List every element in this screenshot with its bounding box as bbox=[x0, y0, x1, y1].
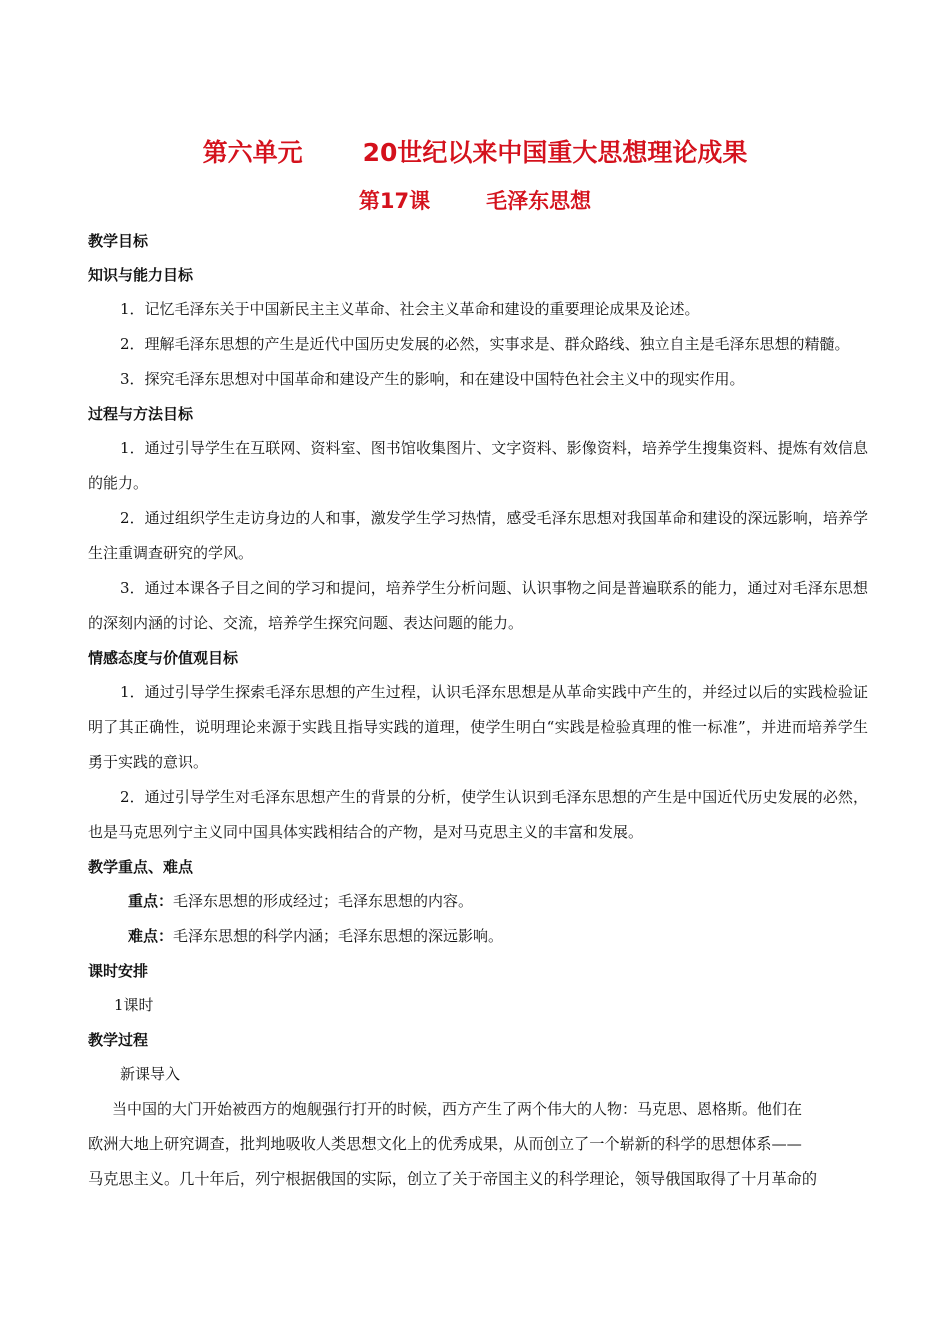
intro-line: 马克思主义。几十年后，列宁根据俄国的实际，创立了关于帝国主义的科学理论，领导俄国取得了十月革命的 bbox=[88, 1170, 817, 1188]
heading-emotion: 情感态度与价值观目标 bbox=[88, 649, 239, 667]
difficult-label: 难点： bbox=[128, 927, 174, 945]
paragraph: 1．通过引导学生在互联网、资料室、图书馆收集图片、文字资料、影像资料，培养学生搜集资料、提炼有效信息的能力。 bbox=[88, 439, 868, 492]
document-body bbox=[88, 224, 868, 1197]
heading-goals: 教学目标 bbox=[88, 232, 149, 250]
intro-label: 新课导入 bbox=[120, 1065, 181, 1083]
paragraph: 2．理解毛泽东思想的产生是近代中国历史发展的必然，实事求是、群众路线、独立自主是毛泽东思想的精髓。 bbox=[120, 335, 850, 353]
lesson-number: 第17课 bbox=[358, 189, 431, 213]
lesson-title bbox=[0, 185, 950, 215]
intro-line: 当中国的大门开始被西方的炮舰强行打开的时候，西方产生了两个伟大的人物：马克思、恩格斯。他们在 bbox=[112, 1100, 803, 1118]
key-text: 毛泽东思想的形成经过；毛泽东思想的内容。 bbox=[173, 892, 474, 910]
unit-number: 第六单元 bbox=[202, 138, 303, 167]
difficult-text: 毛泽东思想的科学内涵；毛泽东思想的深远影响。 bbox=[173, 927, 504, 945]
lesson-name: 毛泽东思想 bbox=[486, 189, 592, 213]
heading-key-points: 教学重点、难点 bbox=[88, 858, 194, 876]
intro-paragraph bbox=[88, 1092, 868, 1197]
intro-line: 欧洲大地上研究调查，批判地吸收人类思想文化上的优秀成果，从而创立了一个崭新的科学的思想体系—— bbox=[88, 1135, 802, 1153]
paragraph: 1．记忆毛泽东关于中国新民主主义革命、社会主义革命和建设的重要理论成果及论述。 bbox=[120, 300, 700, 318]
heading-process: 过程与方法目标 bbox=[88, 405, 194, 423]
paragraph: 3．通过本课各子目之间的学习和提问，培养学生分析问题、认识事物之间是普遍联系的能力，通过对毛泽东思想的深刻内涵的讨论、交流，培养学生探究问题、表达问题的能力。 bbox=[88, 579, 868, 632]
paragraph: 2．通过引导学生对毛泽东思想产生的背景的分析，使学生认识到毛泽东思想的产生是中国近代历史发展的必然，也是马克思列宁主义同中国具体实践相结合的产物，是对马克思主义的丰富和发展。 bbox=[88, 788, 868, 841]
heading-knowledge: 知识与能力目标 bbox=[88, 266, 194, 284]
schedule-text: 1课时 bbox=[114, 996, 154, 1014]
heading-teaching-process: 教学过程 bbox=[88, 1031, 149, 1049]
difficult-point-line bbox=[88, 919, 868, 954]
paragraph: 1．通过引导学生探索毛泽东思想的产生过程，认识毛泽东思想是从革命实践中产生的，并经过以后的实践检验证明了其正确性，说明理论来源于实践且指导实践的道理，使学生明白“实践是检验真理的惟一标准”，并进而培养学生勇于实践的意识。 bbox=[88, 683, 868, 771]
paragraph: 3．探究毛泽东思想对中国革命和建设产生的影响，和在建设中国特色社会主义中的现实作用。 bbox=[120, 370, 745, 388]
key-label: 重点： bbox=[128, 892, 174, 910]
paragraph: 2．通过组织学生走访身边的人和事，激发学生学习热情，感受毛泽东思想对我国革命和建设的深远影响，培养学生注重调查研究的学风。 bbox=[88, 509, 868, 562]
key-point-line bbox=[88, 884, 868, 919]
unit-name: 20世纪以来中国重大思想理论成果 bbox=[362, 138, 748, 167]
heading-schedule: 课时安排 bbox=[88, 962, 149, 980]
unit-title bbox=[0, 133, 950, 169]
